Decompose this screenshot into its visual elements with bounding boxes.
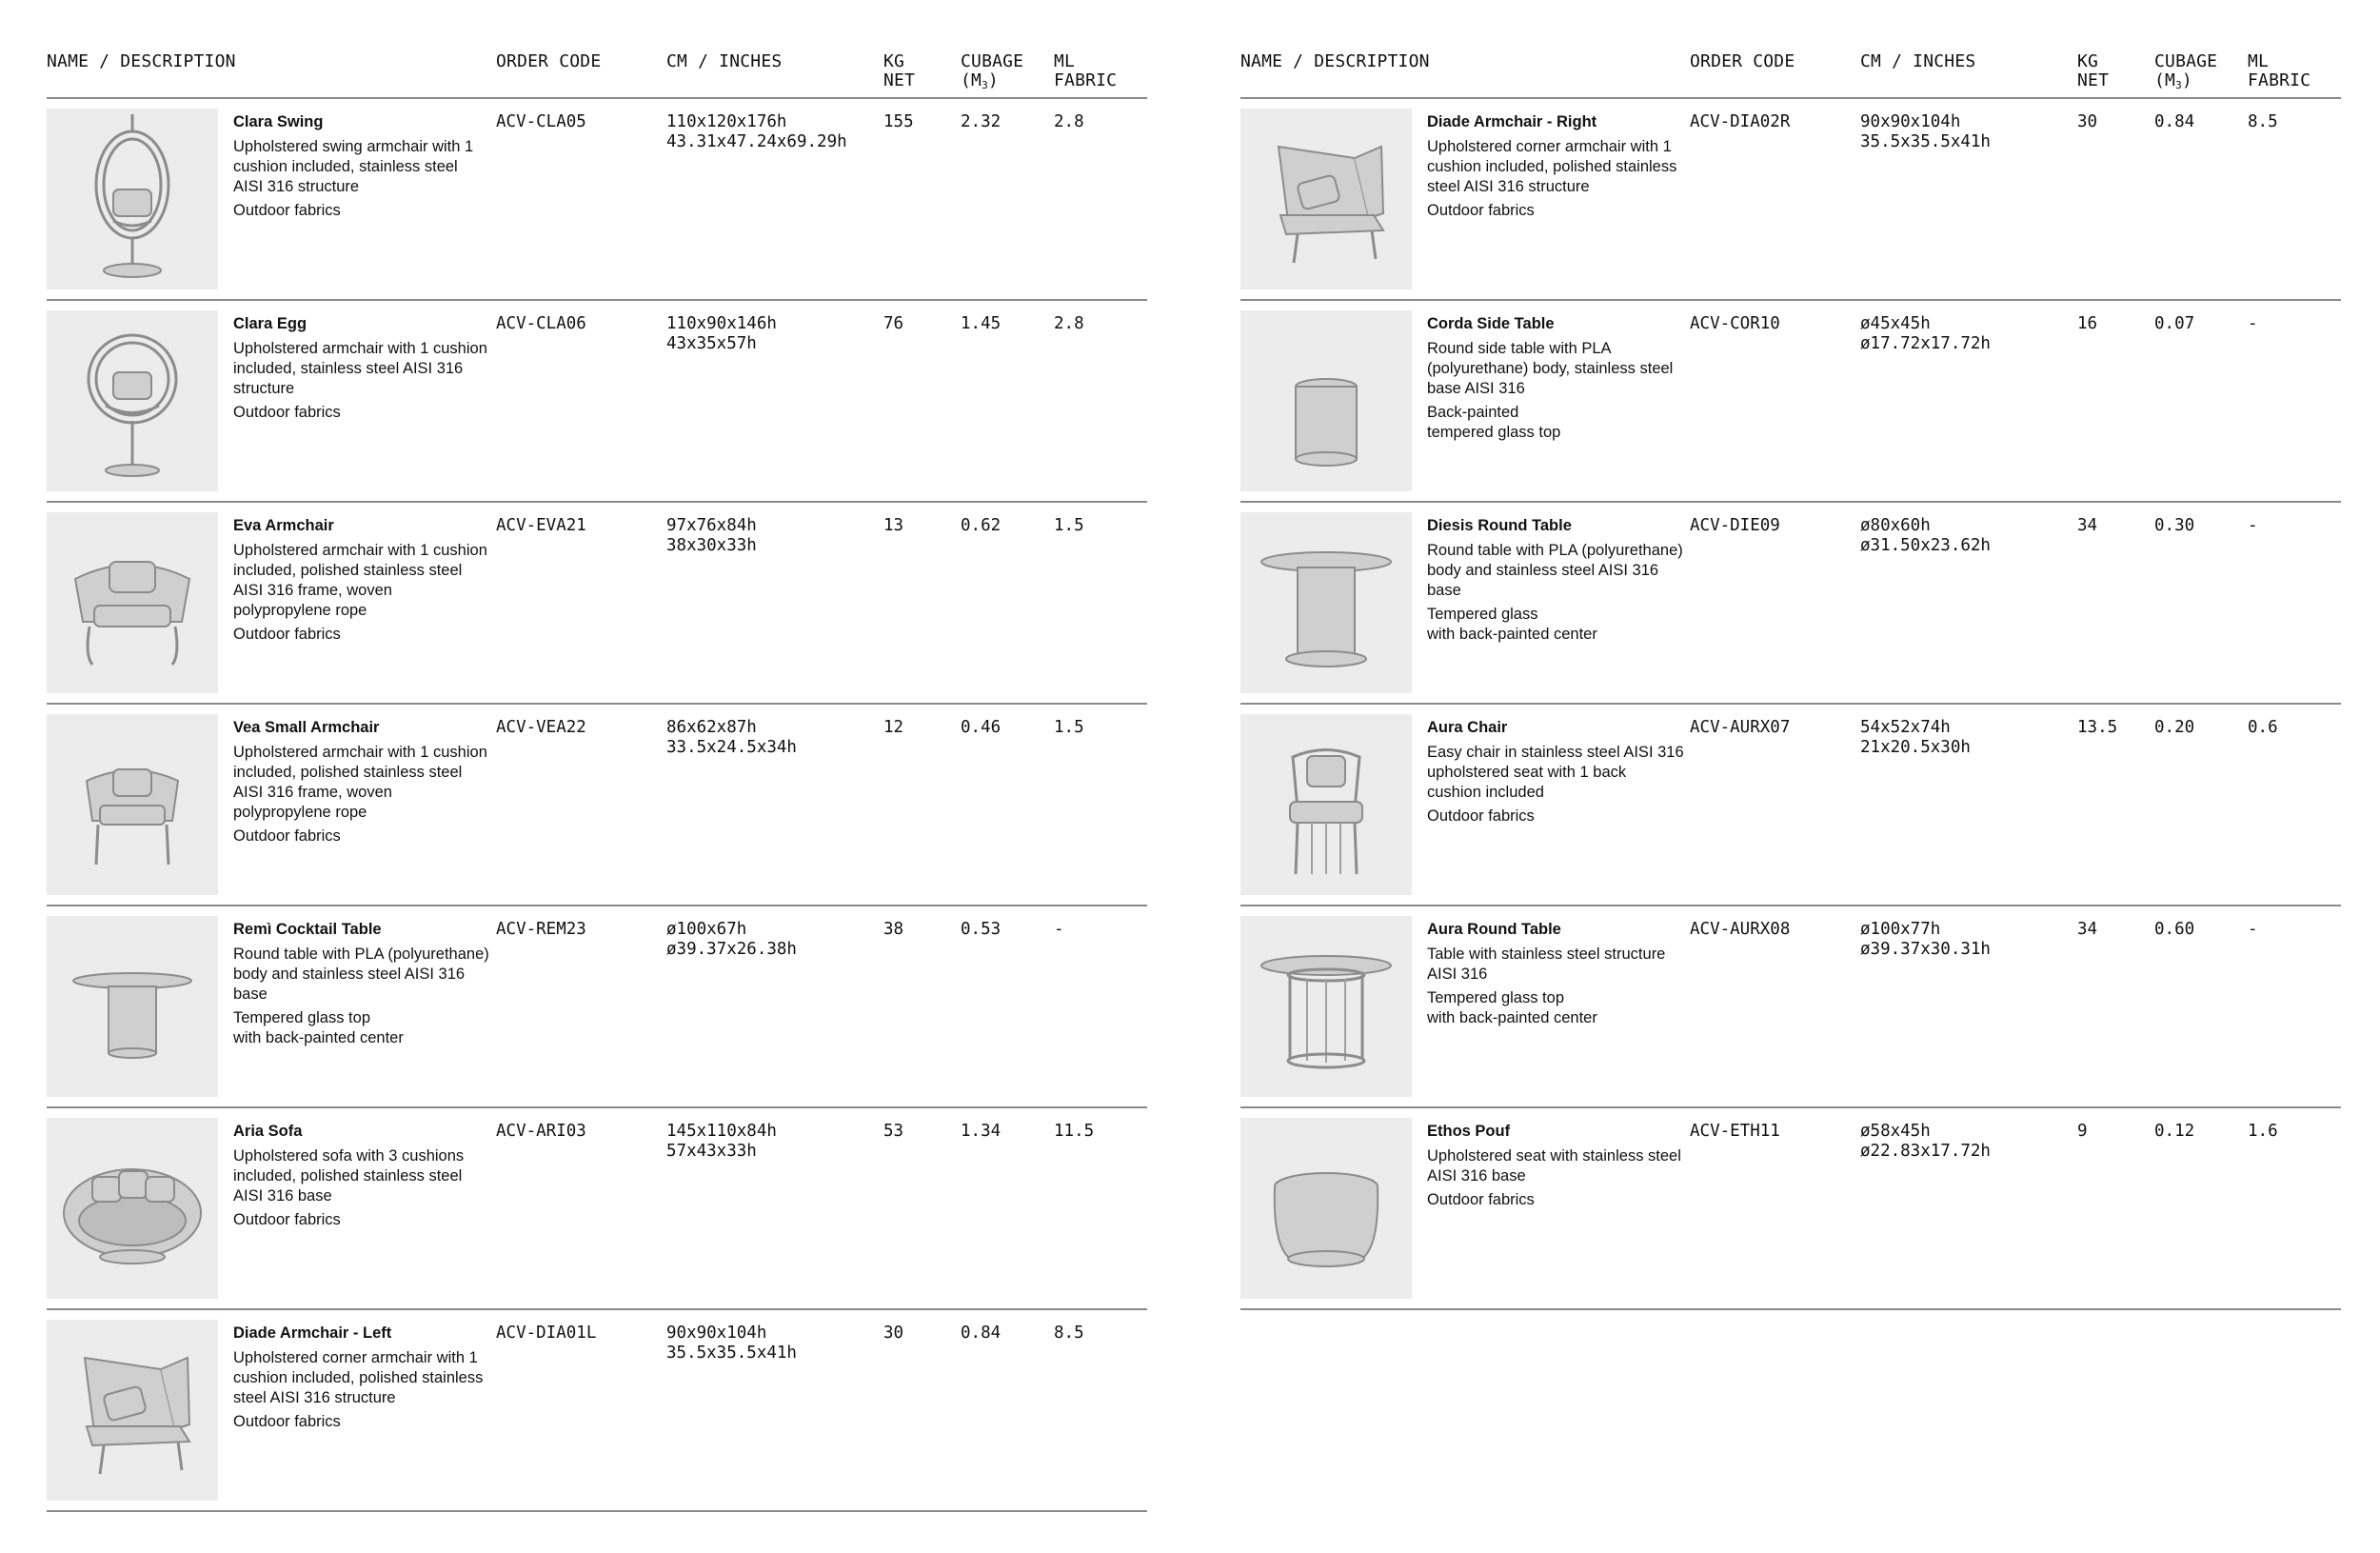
- product-note: Outdoor fabrics: [233, 626, 341, 643]
- header-order-code: ORDER CODE: [496, 51, 602, 71]
- dimensions-inches: ø39.37x26.38h: [666, 940, 797, 959]
- order-code: ACV-REM23: [496, 920, 586, 939]
- order-code: ACV-DIA02R: [1690, 112, 1791, 131]
- product-name: Eva Armchair: [233, 517, 334, 534]
- product-name: Vea Small Armchair: [233, 719, 380, 736]
- order-code: ACV-AURX08: [1690, 920, 1791, 939]
- product-note: Tempered glass with back-painted center: [1427, 606, 1597, 643]
- cubage: 0.62: [961, 516, 1002, 535]
- swing-chair-icon: [47, 109, 218, 289]
- product-name: Aria Sofa: [233, 1123, 303, 1140]
- cocktail-table-icon: [47, 916, 218, 1097]
- order-code: ACV-ARI03: [496, 1122, 586, 1141]
- product-note: Tempered glass top with back-painted center: [1427, 989, 1597, 1026]
- product-image: [1240, 512, 1412, 693]
- dimensions: [1860, 1122, 1991, 1162]
- dimensions-inches: 33.5x24.5x34h: [666, 738, 797, 757]
- product-description: [233, 718, 490, 846]
- product-description: [1427, 718, 1684, 826]
- product-description: [233, 314, 490, 423]
- fabric-ml: 2.8: [1054, 112, 1084, 131]
- weight-kg: 155: [883, 112, 914, 131]
- product-note: Outdoor fabrics: [233, 1413, 341, 1430]
- table-row: [1240, 1108, 2341, 1310]
- cubage: 0.12: [2154, 1122, 2195, 1141]
- cubage: 0.84: [961, 1324, 1002, 1343]
- weight-kg: 76: [883, 314, 904, 333]
- product-details: Round table with PLA (polyurethane) body and stainless steel AISI 316 base: [1427, 542, 1683, 599]
- rows-left: [47, 99, 1147, 1512]
- header-name: NAME / DESCRIPTION: [1240, 51, 1430, 71]
- product-details: Round side table with PLA (polyurethane) body, stainless steel base AISI 316: [1427, 340, 1674, 397]
- dimensions: [666, 1324, 797, 1364]
- table-row: [47, 906, 1147, 1108]
- product-details: Table with stainless steel structure AISI 316: [1427, 946, 1666, 983]
- fabric-ml: 2.8: [1054, 314, 1084, 333]
- dimensions: [666, 920, 797, 960]
- table-row: [1240, 705, 2341, 906]
- product-name: Clara Egg: [233, 315, 307, 332]
- product-name: Corda Side Table: [1427, 315, 1555, 332]
- product-image: [1240, 1118, 1412, 1299]
- weight-kg: 38: [883, 920, 904, 939]
- weight-kg: 13.5: [2077, 718, 2118, 737]
- product-note: Outdoor fabrics: [1427, 807, 1535, 825]
- fabric-ml: 1.6: [2248, 1122, 2278, 1141]
- weight-kg: 34: [2077, 920, 2098, 939]
- table-row: [1240, 906, 2341, 1108]
- dimensions-cm: ø58x45h: [1860, 1122, 1931, 1141]
- dimensions-inches: 38x30x33h: [666, 536, 757, 555]
- product-description: [1427, 314, 1684, 443]
- weight-kg: 30: [2077, 112, 2098, 131]
- side-table-icon: [1240, 310, 1412, 491]
- product-description: [1427, 516, 1684, 645]
- table-row: [47, 503, 1147, 705]
- dimensions-inches: 35.5x35.5x41h: [666, 1344, 797, 1363]
- product-image: [47, 310, 218, 491]
- cage-table-icon: [1240, 916, 1412, 1097]
- header-name: NAME / DESCRIPTION: [47, 51, 236, 71]
- product-description: [233, 516, 490, 645]
- easy-chair-icon: [1240, 714, 1412, 895]
- product-name: Ethos Pouf: [1427, 1123, 1511, 1140]
- product-description: [233, 1324, 490, 1432]
- product-description: [1427, 112, 1684, 221]
- product-image: [47, 714, 218, 895]
- dimensions: [666, 112, 847, 152]
- cubage: 0.84: [2154, 112, 2195, 131]
- order-code: ACV-CLA05: [496, 112, 586, 131]
- header-ml: ML FABRIC: [1054, 51, 1118, 90]
- table-row: [47, 1310, 1147, 1512]
- product-image: [1240, 109, 1412, 289]
- product-details: Easy chair in stainless steel AISI 316 upholstered seat with 1 back cushion included: [1427, 744, 1684, 801]
- order-code: ACV-COR10: [1690, 314, 1780, 333]
- cubage: 2.32: [961, 112, 1002, 131]
- small-armchair-icon: [47, 714, 218, 895]
- product-note: Tempered glass top with back-painted center: [233, 1009, 404, 1046]
- product-name: Remì Cocktail Table: [233, 921, 382, 938]
- dimensions-inches: 21x20.5x30h: [1860, 738, 1971, 757]
- corner-armchair-icon: [1240, 109, 1412, 289]
- product-image: [47, 916, 218, 1097]
- dimensions-cm: ø80x60h: [1860, 516, 1931, 535]
- table-header: [47, 0, 1147, 99]
- cubage: 0.07: [2154, 314, 2195, 333]
- dimensions-cm: ø45x45h: [1860, 314, 1931, 333]
- dimensions-inches: ø31.50x23.62h: [1860, 536, 1991, 555]
- dimensions: [1860, 112, 1991, 152]
- dimensions-inches: 43x35x57h: [666, 334, 757, 353]
- fabric-ml: -: [2248, 516, 2258, 535]
- product-details: Upholstered armchair with 1 cushion included, polished stainless steel AISI 316 frame, woven polypropylene rope: [233, 744, 487, 821]
- header-kg: KG NET: [2077, 51, 2110, 90]
- fabric-ml: 0.6: [2248, 718, 2278, 737]
- product-name: Diade Armchair - Right: [1427, 113, 1597, 130]
- product-note: Back-painted tempered glass top: [1427, 404, 1561, 441]
- product-table-left: [47, 0, 1147, 1512]
- weight-kg: 34: [2077, 516, 2098, 535]
- fabric-ml: 1.5: [1054, 718, 1084, 737]
- dimensions-cm: ø100x77h: [1860, 920, 1941, 939]
- cubage: 0.60: [2154, 920, 2195, 939]
- fabric-ml: 8.5: [1054, 1324, 1084, 1343]
- dimensions-inches: ø22.83x17.72h: [1860, 1142, 1991, 1161]
- dimensions: [1860, 314, 1991, 354]
- cubage: 0.46: [961, 718, 1002, 737]
- cubage: 0.20: [2154, 718, 2195, 737]
- weight-kg: 53: [883, 1122, 904, 1141]
- cubage: 0.30: [2154, 516, 2195, 535]
- dimensions-cm: 54x52x74h: [1860, 718, 1951, 737]
- product-description: [233, 112, 490, 221]
- dimensions: [666, 718, 797, 758]
- fabric-ml: -: [2248, 920, 2258, 939]
- dimensions: [666, 516, 757, 556]
- table-header: [1240, 0, 2341, 99]
- product-note: Outdoor fabrics: [233, 202, 341, 219]
- dimensions-inches: ø39.37x30.31h: [1860, 940, 1991, 959]
- product-image: [47, 1118, 218, 1299]
- product-name: Clara Swing: [233, 113, 324, 130]
- product-name: Diade Armchair - Left: [233, 1324, 392, 1342]
- product-name: Aura Round Table: [1427, 921, 1561, 938]
- cubage: 0.53: [961, 920, 1002, 939]
- product-image: [1240, 916, 1412, 1097]
- header-cubage: CUBAGE (M3): [2154, 51, 2218, 91]
- dimensions-cm: 90x90x104h: [666, 1324, 767, 1343]
- weight-kg: 13: [883, 516, 904, 535]
- product-details: Upholstered corner armchair with 1 cushion included, polished stainless steel AISI 316 structure: [233, 1349, 484, 1406]
- order-code: ACV-ETH11: [1690, 1122, 1780, 1141]
- weight-kg: 16: [2077, 314, 2098, 333]
- product-image: [1240, 310, 1412, 491]
- order-code: ACV-VEA22: [496, 718, 586, 737]
- table-row: [1240, 503, 2341, 705]
- table-row: [1240, 99, 2341, 301]
- fabric-ml: -: [2248, 314, 2258, 333]
- header-dims: CM / INCHES: [1860, 51, 1976, 71]
- product-note: Outdoor fabrics: [233, 1211, 341, 1228]
- table-row: [47, 705, 1147, 906]
- header-order-code: ORDER CODE: [1690, 51, 1795, 71]
- dimensions: [666, 314, 777, 354]
- product-note: Outdoor fabrics: [233, 404, 341, 421]
- table-row: [47, 301, 1147, 503]
- product-details: Upholstered seat with stainless steel AISI 316 base: [1427, 1147, 1681, 1185]
- product-image: [47, 512, 218, 693]
- dimensions-cm: ø100x67h: [666, 920, 747, 939]
- pouf-icon: [1240, 1118, 1412, 1299]
- round-table-icon: [1240, 512, 1412, 693]
- dimensions: [1860, 718, 1971, 758]
- table-row: [47, 1108, 1147, 1310]
- corner-armchair-icon: [47, 1320, 218, 1501]
- product-note: Outdoor fabrics: [1427, 202, 1535, 219]
- dimensions: [1860, 516, 1991, 556]
- dimensions-cm: 86x62x87h: [666, 718, 757, 737]
- egg-chair-icon: [47, 310, 218, 491]
- order-code: ACV-AURX07: [1690, 718, 1791, 737]
- fabric-ml: 1.5: [1054, 516, 1084, 535]
- dimensions-cm: 145x110x84h: [666, 1122, 777, 1141]
- order-code: ACV-CLA06: [496, 314, 586, 333]
- dimensions-inches: ø17.72x17.72h: [1860, 334, 1991, 353]
- table-row: [1240, 301, 2341, 503]
- dimensions-cm: 90x90x104h: [1860, 112, 1961, 131]
- sofa-icon: [47, 1118, 218, 1299]
- cubage: 1.45: [961, 314, 1002, 333]
- dimensions: [1860, 920, 1991, 960]
- product-details: Upholstered armchair with 1 cushion included, polished stainless steel AISI 316 frame, woven polypropylene rope: [233, 542, 487, 619]
- dimensions: [666, 1122, 777, 1162]
- dimensions-inches: 57x43x33h: [666, 1142, 757, 1161]
- product-name: Aura Chair: [1427, 719, 1508, 736]
- product-table-right: [1240, 0, 2341, 1310]
- product-details: Round table with PLA (polyurethane) body and stainless steel AISI 316 base: [233, 946, 489, 1003]
- header-kg: KG NET: [883, 51, 916, 90]
- dimensions-cm: 110x120x176h: [666, 112, 787, 131]
- rows-right: [1240, 99, 2341, 1310]
- product-details: Upholstered sofa with 3 cushions included, polished stainless steel AISI 316 base: [233, 1147, 465, 1205]
- product-note: Outdoor fabrics: [1427, 1191, 1535, 1208]
- header-dims: CM / INCHES: [666, 51, 783, 71]
- fabric-ml: -: [1054, 920, 1064, 939]
- dimensions-inches: 43.31x47.24x69.29h: [666, 132, 847, 151]
- dimensions-cm: 97x76x84h: [666, 516, 757, 535]
- cubage: 1.34: [961, 1122, 1002, 1141]
- table-row: [47, 99, 1147, 301]
- product-name: Diesis Round Table: [1427, 517, 1572, 534]
- dimensions-inches: 35.5x35.5x41h: [1860, 132, 1991, 151]
- dimensions-cm: 110x90x146h: [666, 314, 777, 333]
- product-image: [47, 1320, 218, 1501]
- product-description: [1427, 1122, 1684, 1210]
- weight-kg: 12: [883, 718, 904, 737]
- header-ml: ML FABRIC: [2248, 51, 2311, 90]
- product-note: Outdoor fabrics: [233, 827, 341, 845]
- product-description: [233, 1122, 490, 1230]
- product-details: Upholstered corner armchair with 1 cushion included, polished stainless steel AISI 316 structure: [1427, 138, 1677, 195]
- weight-kg: 30: [883, 1324, 904, 1343]
- product-description: [233, 920, 490, 1048]
- product-image: [1240, 714, 1412, 895]
- header-cubage: CUBAGE (M3): [961, 51, 1024, 91]
- order-code: ACV-DIA01L: [496, 1324, 597, 1343]
- fabric-ml: 11.5: [1054, 1122, 1095, 1141]
- weight-kg: 9: [2077, 1122, 2088, 1141]
- fabric-ml: 8.5: [2248, 112, 2278, 131]
- product-details: Upholstered swing armchair with 1 cushion included, stainless steel AISI 316 structure: [233, 138, 474, 195]
- product-details: Upholstered armchair with 1 cushion included, stainless steel AISI 316 structure: [233, 340, 487, 397]
- product-description: [1427, 920, 1684, 1028]
- order-code: ACV-EVA21: [496, 516, 586, 535]
- product-image: [47, 109, 218, 289]
- order-code: ACV-DIE09: [1690, 516, 1780, 535]
- armchair-icon: [47, 512, 218, 693]
